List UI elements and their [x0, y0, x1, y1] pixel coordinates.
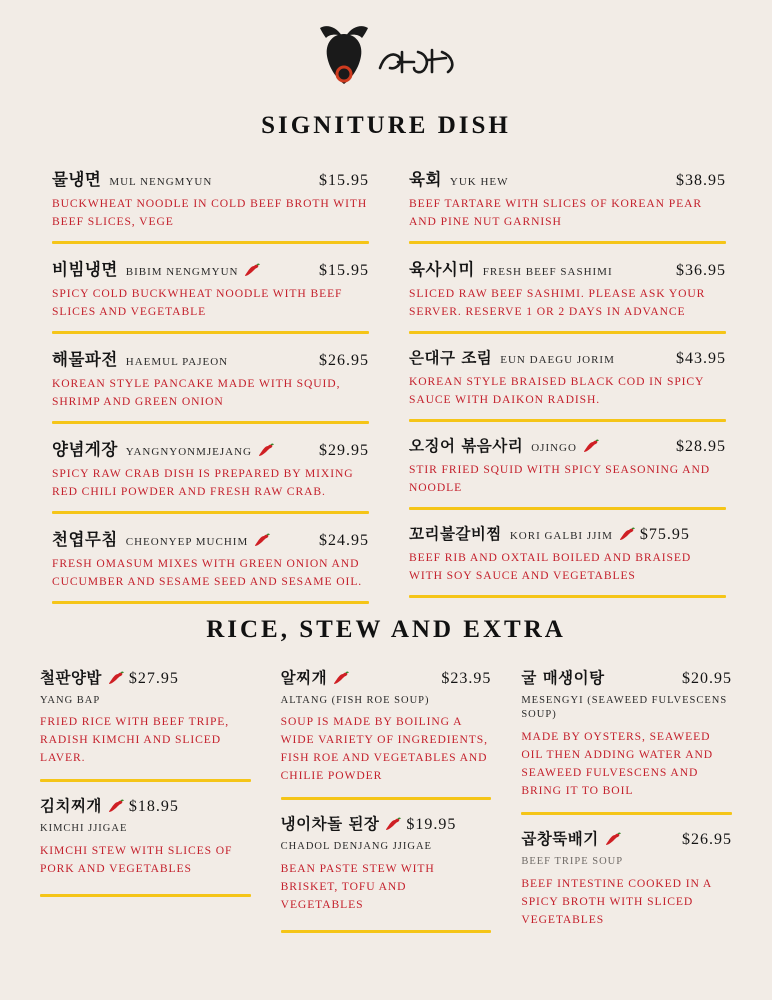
menu-item-name-korean: 냉이차돌 된장	[280, 815, 380, 834]
menu-item-name-korean: 양념게장	[52, 439, 118, 459]
divider	[52, 511, 369, 514]
menu-item-description: BEEF INTESTINE COOKED IN A SPICY BROTH WITH SLICED VEGETABLES	[521, 876, 712, 926]
menu-item-description: FRESH OMASUM MIXES WITH GREEN ONION AND CUCUMBER AND SESAME SEED AND SESAME OIL.	[52, 556, 363, 588]
menu-item-name-roman: EUN DAEGU JORIM	[500, 353, 615, 366]
chili-pepper-icon	[333, 671, 349, 685]
menu-item-description: SLICED RAW BEEF SASHIMI. PLEASE ASK YOUR SERVER. RESERVE 1 OR 2 DAYS IN ADVANCE	[409, 286, 706, 318]
rice-column-1	[40, 666, 251, 945]
menu-item-price: $26.95	[682, 830, 733, 848]
divider	[40, 779, 251, 782]
menu-item	[52, 166, 369, 244]
chili-pepper-icon	[244, 263, 260, 277]
menu-item-name-roman: OJINGO	[531, 441, 577, 454]
menu-item	[409, 256, 726, 334]
menu-item	[40, 794, 251, 897]
menu-item	[52, 256, 369, 334]
menu-item-name-korean: 알찌개	[280, 668, 328, 687]
menu-item	[281, 666, 492, 801]
menu-item-price: $29.95	[319, 441, 369, 459]
signature-dish-list	[0, 166, 772, 616]
menu-item-name-korean: 육사시미	[409, 259, 475, 279]
signature-column-right	[409, 166, 726, 616]
menu-item-name-roman: KORI GALBI JJIM	[509, 529, 613, 542]
menu-item-description: SPICY RAW CRAB DISH IS PREPARED BY MIXING RED CHILI POWDER AND FRESH RAW CRAB.	[52, 466, 354, 498]
menu-item-name-korean: 육회	[409, 170, 442, 189]
menu-item-name-roman: BEEF TRIPE SOUP	[521, 855, 624, 867]
menu-item-price: $43.95	[676, 349, 726, 367]
menu-item	[521, 827, 732, 929]
divider	[409, 419, 726, 422]
rice-section-title: RICE, STEW AND EXTRA	[206, 615, 566, 643]
menu-item	[409, 166, 726, 244]
menu-item-price: $18.95	[128, 798, 179, 816]
menu-item-name-roman: CHEONYEP MUCHIM	[125, 535, 249, 548]
menu-item-name-roman: HAEMUL PAJEON	[125, 355, 229, 368]
menu-item-name-korean: 김치찌개	[40, 797, 102, 816]
menu-item-price: $19.95	[406, 816, 457, 834]
divider	[409, 507, 726, 510]
menu-item-name-korean: 물냉면	[52, 170, 102, 189]
restaurant-logo	[306, 22, 466, 92]
chili-pepper-icon	[583, 439, 599, 453]
menu-item-price: $24.95	[319, 531, 369, 549]
rice-stew-list	[0, 666, 772, 945]
menu-item-name-roman: FRESH BEEF SASHIMI	[482, 265, 613, 278]
menu-item	[52, 436, 369, 514]
divider	[281, 930, 492, 933]
divider	[521, 812, 732, 815]
divider	[281, 797, 492, 800]
menu-item-price: $75.95	[639, 525, 690, 543]
divider	[52, 331, 369, 334]
menu-item-price: $15.95	[319, 261, 369, 279]
chili-pepper-icon	[254, 533, 270, 547]
menu-item-name-korean: 곱창뚝배기	[521, 829, 599, 848]
menu-item-description: BEEF RIB AND OXTAIL BOILED AND BRAISED WITH SOY SAUCE AND VEGETABLES	[409, 550, 692, 582]
menu-item	[409, 434, 726, 510]
signature-section-title: SIGNITURE DISH	[261, 112, 511, 139]
menu-item-description: FRIED RICE WITH BEEF TRIPE, RADISH KIMCHI AND SLICED LAVER.	[40, 715, 230, 765]
menu-item-description: MADE BY OYSTERS, SEAWEED OIL THEN ADDING WATER AND SEAWEED FULVESCENS AND BRING IT TO BOIL	[521, 730, 714, 797]
menu-item-name-roman: YANG BAP	[40, 694, 101, 706]
menu-item	[40, 666, 251, 783]
divider	[52, 241, 369, 244]
menu-item-price: $28.95	[676, 437, 726, 455]
divider	[52, 421, 369, 424]
menu-item-name-roman: MESENGYI (SEAWEED FULVESCENS SOUP)	[521, 694, 728, 721]
menu-item-name-korean: 은대구 조림	[409, 348, 493, 367]
chili-pepper-icon	[108, 799, 124, 813]
menu-item-name-roman: YUK HEW	[449, 176, 509, 188]
divider	[52, 601, 369, 604]
menu-item-name-roman: MUL NENGMYUN	[109, 176, 213, 188]
chili-pepper-icon	[619, 527, 635, 541]
menu-item-description: BEEF TARTARE WITH SLICES OF KOREAN PEAR AND PINE NUT GARNISH	[409, 197, 702, 228]
divider	[409, 241, 726, 244]
rice-column-2	[281, 666, 492, 945]
menu-item-name-korean: 꼬리불갈비찜	[409, 524, 502, 543]
menu-item-price: $38.95	[676, 172, 726, 189]
menu-item-description: BUCKWHEAT NOODLE IN COLD BEEF BROTH WITH BEEF SLICES, VEGE	[52, 197, 368, 228]
divider	[409, 331, 726, 334]
menu-item-name-roman: BIBIM NENGMYUN	[125, 265, 239, 278]
menu-item-name-korean: 굴 매생이탕	[521, 668, 605, 687]
menu-item-price: $23.95	[441, 669, 492, 687]
menu-item-price: $15.95	[319, 172, 369, 189]
chili-pepper-icon	[258, 443, 274, 457]
logo-area	[0, 0, 772, 102]
chili-pepper-icon	[108, 671, 124, 685]
menu-item-name-roman: ALTANG (FISH ROE SOUP)	[280, 694, 430, 706]
menu-item-price: $26.95	[319, 351, 369, 369]
menu-item-name-korean: 비빔냉면	[52, 259, 118, 279]
menu-item-description: SOUP IS MADE BY BOILING A WIDE VARIETY OF INGREDIENTS, FISH ROE AND VEGETABLES AND CHILIE POWDER	[280, 715, 488, 783]
menu-item-price: $36.95	[676, 261, 726, 279]
menu-item	[409, 346, 726, 422]
menu-item-description: STIR FRIED SQUID WITH SPICY SEASONING AND NOODLE	[409, 462, 710, 494]
menu-item	[521, 666, 732, 815]
signature-column-left	[52, 166, 369, 616]
menu-item-name-korean: 해물파전	[52, 349, 118, 369]
divider	[409, 595, 726, 598]
chili-pepper-icon	[605, 832, 621, 846]
menu-item-name-korean: 천엽무침	[52, 529, 118, 549]
menu-item-name-roman: KIMCHI JJIGAE	[40, 823, 128, 835]
menu-item-description: KIMCHI STEW WITH SLICES OF PORK AND VEGETABLES	[40, 843, 233, 875]
menu-item	[52, 526, 369, 604]
rice-column-3	[521, 666, 732, 945]
menu-item-name-roman: YANGNYONMJEJANG	[125, 445, 252, 458]
menu-item-name-korean: 오징어 볶음사리	[409, 436, 524, 455]
menu-item	[52, 346, 369, 424]
bull-head-icon	[306, 22, 466, 92]
menu-item-description: SPICY COLD BUCKWHEAT NOODLE WITH BEEF SLICES AND VEGETABLE	[52, 286, 343, 318]
divider	[40, 894, 251, 897]
chili-pepper-icon	[385, 817, 401, 831]
menu-item-price: $27.95	[128, 669, 179, 687]
menu-item-price: $20.95	[682, 669, 733, 687]
menu-item-name-korean: 철판양밥	[40, 668, 102, 687]
menu-item-description: KOREAN STYLE BRAISED BLACK COD IN SPICY SAUCE WITH DAIKON RADISH.	[409, 374, 704, 406]
menu-item-name-roman: CHADOL DENJANG JJIGAE	[280, 841, 432, 853]
menu-item-description: KOREAN STYLE PANCAKE MADE WITH SQUID, SHRIMP AND GREEN ONION	[52, 376, 341, 408]
menu-item	[281, 812, 492, 933]
menu-item	[409, 522, 726, 598]
menu-item-description: BEAN PASTE STEW WITH BRISKET, TOFU AND VEGETABLES	[280, 861, 435, 911]
